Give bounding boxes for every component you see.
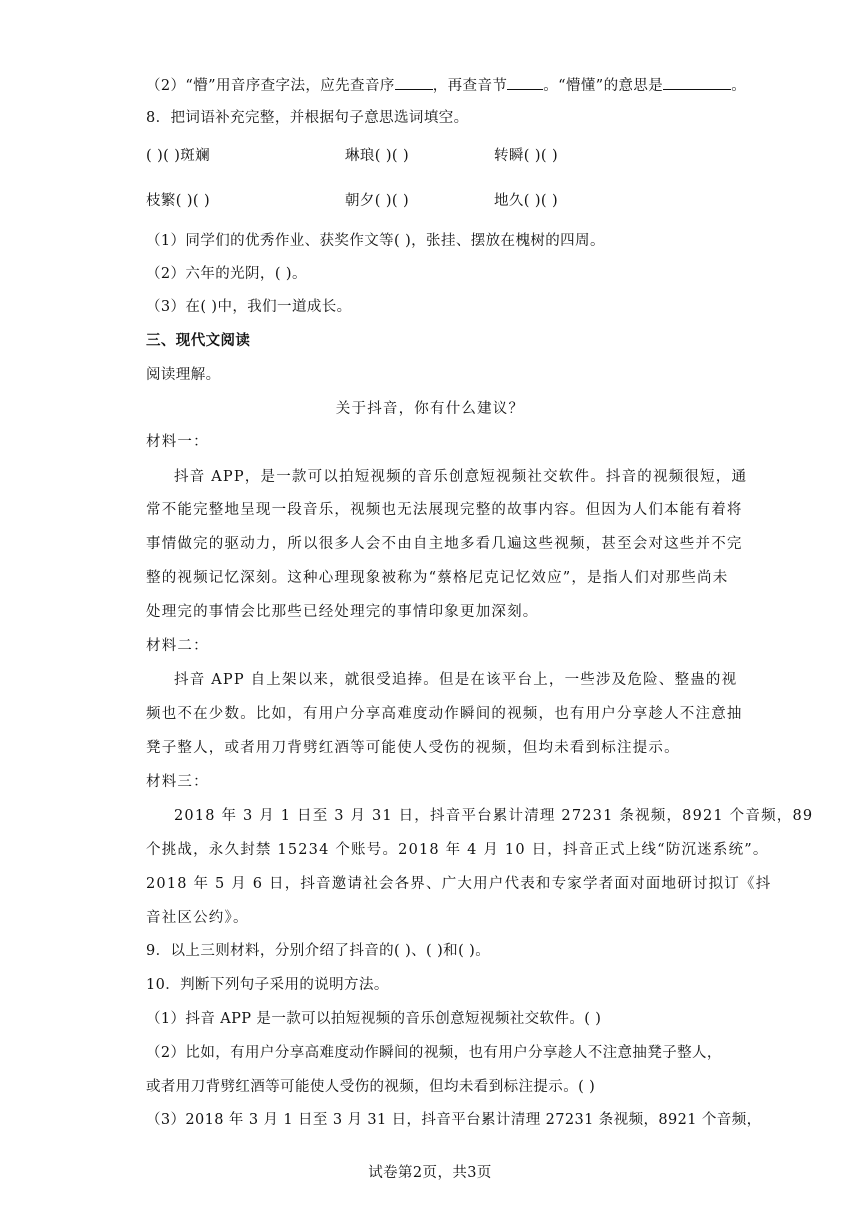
answer-blank[interactable] (663, 74, 731, 90)
material-2-line: 频也不在少数。比如，有用户分享高难度动作瞬间的视频，也有用户分享趁人不注意抽 (146, 706, 743, 722)
q7-part2: （2）“懵”用音序查字法，应先查音序 ，再查音节 。“懵懂”的意思是 。 (146, 74, 746, 96)
material-2-line: 抖音 APP 自上架以来，就很受追捧。但是在该平台上，一些涉及危险、整蛊的视 (174, 672, 738, 688)
material-1-line: 处理完的事情会比那些已经处理完的事情印象更加深刻。 (146, 604, 539, 620)
material-1-line: 抖音 APP，是一款可以拍短视频的音乐创意短视频社交软件。抖音的视频很短，通 (174, 469, 748, 485)
q10-sentence-2: （2）比如，有用户分享高难度动作瞬间的视频，也有用户分享趁人不注意抽凳子整人， (146, 1045, 722, 1061)
passage-title: 关于抖音，你有什么建议？ (335, 401, 525, 417)
q8-word-4: 枝繁( )( ) (146, 193, 211, 209)
q8-stem: 8．把词语补充完整，并根据句子意思选词填空。 (146, 110, 469, 126)
material-3-label: 材料三： (146, 774, 209, 790)
q8-sentence-1: （1）同学们的优秀作业、获奖作文等( )，张挂、摆放在槐树的四周。 (146, 233, 605, 249)
q10-sentence-2-cont: 或者用刀背劈红酒等可能使人受伤的视频，但均未看到标注提示。( ) (146, 1079, 596, 1095)
material-1-line: 常不能完整地呈现一段音乐，视频也无法展现完整的故事内容。但因为人们本能有着将 (146, 502, 743, 518)
answer-blank[interactable] (507, 74, 543, 90)
q10-sentence-3: （3）2018 年 3 月 1 日至 3 月 31 日，抖音平台累计清理 27231 条视频，8921 个音频， (146, 1112, 762, 1128)
material-3-line: 2018 年 5 月 6 日，抖音邀请社会各界、广大用户代表和专家学者面对面地研讨拟订《抖 (146, 876, 772, 892)
material-2-line: 凳子整人，或者用刀背劈红酒等可能使人受伤的视频，但均未看到标注提示。 (146, 740, 680, 756)
answer-blank[interactable] (395, 74, 433, 90)
material-3-line: 音社区公约》。 (146, 910, 249, 926)
q10-sentence-1: （1）抖音 APP 是一款可以拍短视频的音乐创意短视频社交软件。( ) (146, 1011, 602, 1027)
page-footer: 试卷第2页，共3页 (368, 1165, 492, 1181)
q8-sentence-3: （3）在( )中，我们一道成长。 (146, 299, 352, 315)
material-3-line: 2018 年 3 月 1 日至 3 月 31 日，抖音平台累计清理 27231 条视频，8921 个音频，89 (174, 808, 814, 824)
material-2-label: 材料二： (146, 638, 209, 654)
material-1-line: 整的视频记忆深刻。这种心理现象被称为“蔡格尼克记忆效应”，是指人们对那些尚未 (146, 570, 729, 586)
material-3-line: 个挑战，永久封禁 15234 个账号。2018 年 4 月 10 日，抖音正式上线“防沉迷系统”。 (146, 842, 769, 858)
q8-word-2: 琳琅( )( ) (345, 148, 410, 164)
material-1-label: 材料一： (146, 434, 209, 450)
q8-word-6: 地久( )( ) (494, 193, 559, 209)
q10-stem: 10．判断下列句子采用的说明方法。 (146, 977, 389, 993)
q8-sentence-2: （2）六年的光阴，( )。 (146, 266, 307, 282)
q9: 9．以上三则材料，分别介绍了抖音的( )、( )和( )。 (146, 943, 491, 959)
material-1-line: 事情做完的驱动力，所以很多人会不由自主地多看几遍这些视频，甚至会对这些并不完 (146, 536, 743, 552)
q8-word-1: ( )( )斑斓 (146, 148, 211, 164)
q8-word-5: 朝夕( )( ) (345, 193, 410, 209)
section-heading: 三、现代文阅读 (146, 332, 251, 349)
q8-word-3: 转瞬( )( ) (494, 148, 559, 164)
section-intro: 阅读理解。 (146, 367, 221, 383)
